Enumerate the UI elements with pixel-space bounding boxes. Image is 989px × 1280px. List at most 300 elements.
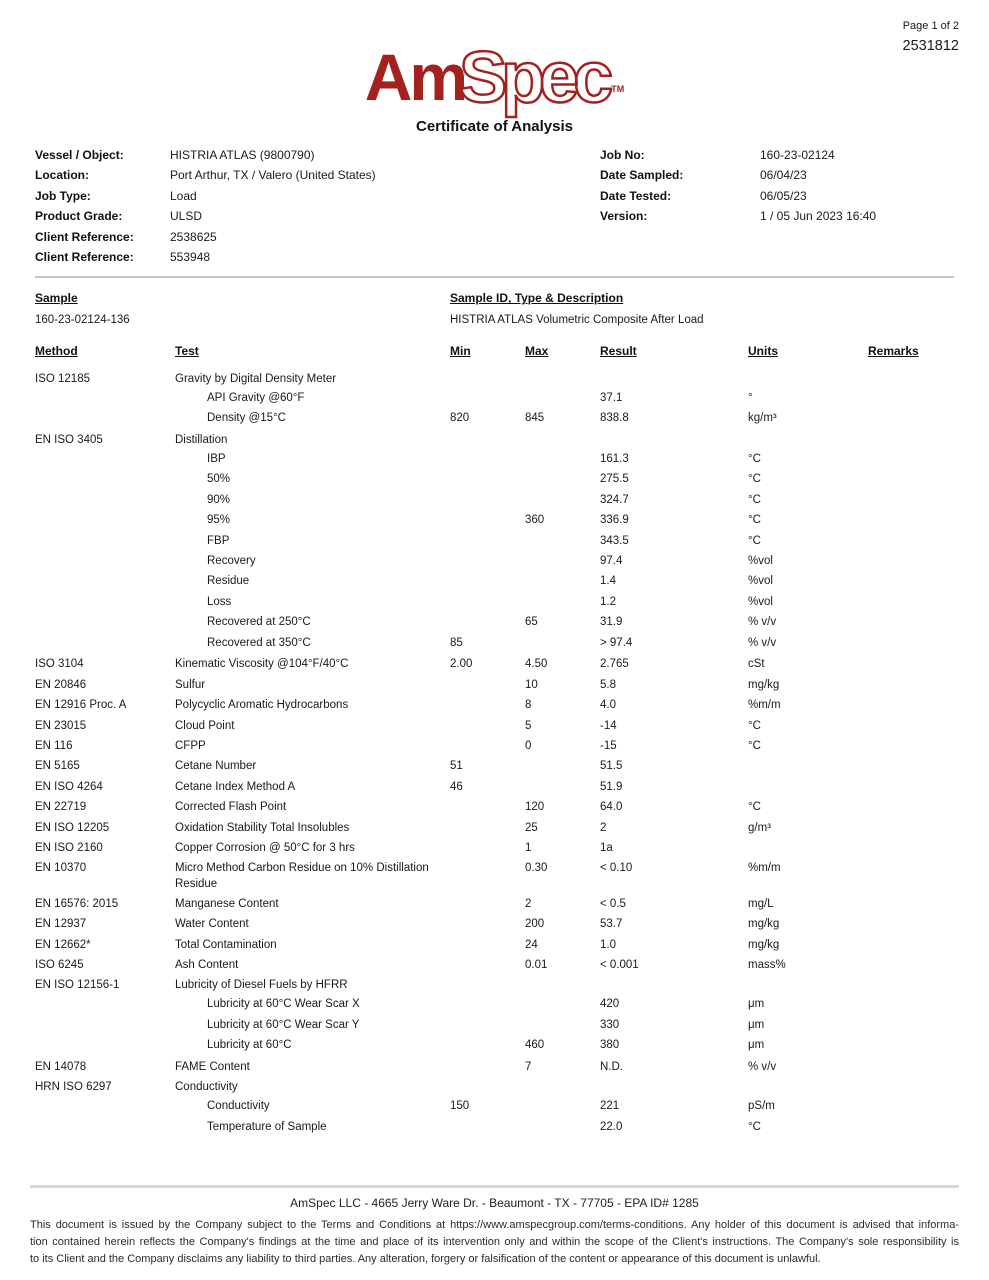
remarks-cell [868,430,955,432]
max-cell: 4.50 [525,658,548,671]
result-cell: 420 [600,998,620,1011]
report-number: 2531812 [902,38,959,54]
logo-am-text: Am [364,40,466,114]
remarks-cell [868,914,955,916]
max-cell: 24 [525,938,538,951]
remarks-cell [868,935,955,937]
min-cell [450,510,525,512]
max-cell: 65 [525,616,538,629]
info-label: Location: [35,168,89,183]
test-cell: Ash Content [175,958,239,971]
table-row [35,1117,955,1137]
results-table [35,344,955,1137]
info-label: Product Grade: [35,209,123,224]
remarks-cell [868,994,955,996]
info-label: Date Tested: [600,188,672,203]
units-cell: mg/kg [748,938,780,951]
result-cell: 1.4 [600,575,616,588]
method-cell [35,612,175,614]
units-cell: %m/m [748,862,781,875]
table-row [35,755,955,775]
min-cell [450,935,525,937]
test-cell: Gravity by Digital Density Meter [175,372,337,385]
remarks-cell [868,1117,955,1119]
test-cell: IBP [207,453,226,465]
page-info [903,20,959,54]
job-info-left-column [35,145,600,267]
method-cell: EN 16576: 2015 [35,897,119,910]
remarks-cell [868,388,955,390]
units-cell [748,369,868,371]
table-row [35,571,955,591]
units-cell: %vol [748,575,773,588]
remarks-cell [868,408,955,410]
min-cell [450,838,525,840]
units-cell: g/m³ [748,821,771,834]
max-cell: 845 [525,412,545,425]
max-cell: 2 [525,897,532,910]
method-cell: EN 5165 [35,760,80,773]
max-cell [525,1077,600,1079]
remarks-cell [868,955,955,957]
remarks-cell [868,777,955,779]
test-cell: Conductivity [207,1100,270,1113]
table-row [35,994,955,1014]
method-cell: ISO 3104 [35,658,84,671]
info-value: 06/05/23 [760,188,807,203]
table-row [35,933,955,953]
result-cell: 97.4 [600,554,623,567]
remarks-cell [868,469,955,471]
max-cell [525,551,600,553]
method-cell [35,592,175,594]
result-cell: < 0.001 [600,958,639,971]
method-cell: HRN ISO 6297 [35,1081,112,1094]
remarks-cell [868,1035,955,1037]
method-cell: EN 14078 [35,1060,87,1073]
test-cell: Corrected Flash Point [175,801,287,814]
max-cell [525,1015,600,1017]
units-cell: °C [748,473,761,486]
min-cell [450,797,525,799]
max-cell: 460 [525,1039,545,1052]
result-cell: 53.7 [600,918,623,931]
result-cell: 1a [600,841,613,854]
remarks-cell [868,510,955,512]
result-cell: 1.0 [600,938,616,951]
test-cell: Recovered at 350°C [207,636,311,649]
info-row [35,247,600,267]
table-row [35,673,955,693]
info-row [35,145,600,165]
header-max: Max [525,344,549,359]
method-cell [35,1035,175,1037]
method-cell: ISO 6245 [35,958,84,971]
test-cell: Copper Corrosion @ 50°C for 3 hrs [175,841,355,854]
max-cell [525,490,600,492]
job-info-right-column [600,145,954,267]
page-number-label: Page 1 of 2 [902,20,959,32]
remarks-cell [868,797,955,799]
result-cell: 838.8 [600,412,629,425]
remarks-cell [868,612,955,614]
table-row [35,816,955,836]
remarks-cell [868,695,955,697]
result-cell: 380 [600,1039,620,1052]
remarks-cell [868,654,955,656]
method-cell: EN ISO 4264 [35,780,103,793]
method-cell: EN 116 [35,739,73,752]
disclaimer-line: tion contained herein reflects the Company's findings at the time and place of its intervention only and within the scope of the Client's instructions. The Company's sole responsibility is [30,1236,959,1248]
min-cell: 51 [450,760,463,773]
info-label: Job No: [600,148,645,162]
test-cell: Density @15°C [207,412,286,425]
min-cell: 46 [450,780,463,793]
info-label: Vessel / Object: [35,148,124,162]
result-cell [600,975,748,977]
units-cell: °C [748,739,761,752]
test-cell: Lubricity at 60°C Wear Scar X [207,998,360,1011]
method-cell: EN 23015 [35,719,87,732]
min-cell [450,1015,525,1017]
units-cell: °C [748,719,761,732]
logo-spec-text: Spec [459,38,608,118]
result-cell: 275.5 [600,473,629,486]
section-divider [35,276,954,278]
table-row [35,510,955,530]
method-cell: EN ISO 12205 [35,821,110,834]
table-row [35,1076,955,1096]
result-cell: 161.3 [600,453,629,465]
info-row [35,186,600,206]
max-cell [525,994,600,996]
min-cell [450,612,525,614]
result-cell: 5.8 [600,678,616,691]
min-cell [450,469,525,471]
max-cell: 0.01 [525,958,548,971]
units-cell: kg/m³ [748,412,777,425]
legal-disclaimer [30,1217,959,1268]
test-cell: FAME Content [175,1060,250,1073]
max-cell: 0.30 [525,862,548,875]
result-cell: 324.7 [600,493,629,506]
method-cell: EN ISO 2160 [35,841,103,854]
min-cell: 150 [450,1100,470,1113]
units-cell: °C [748,493,761,506]
test-cell: 90% [207,493,231,506]
method-cell [35,531,175,533]
units-cell: °C [748,1120,761,1133]
table-row [35,449,955,469]
table-row [35,892,955,912]
header-min: Min [450,344,471,359]
max-cell [525,531,600,533]
info-value: 553948 [170,250,211,265]
test-cell: Temperature of Sample [207,1120,327,1133]
disclaimer-line: This document is issued by the Company subject to the Terms and Conditions at https://www.amspecgroup.com/terms-conditions. Any holder of this document is advised that informa- [30,1219,959,1231]
info-label: Client Reference: [35,229,134,244]
max-cell: 0 [525,739,532,752]
table-row [35,1096,955,1116]
table-row [35,592,955,612]
units-cell: °C [748,453,761,465]
method-cell: EN 12662* [35,938,91,951]
sample-header: Sample [35,291,78,306]
units-cell [748,777,868,779]
result-cell: 37.1 [600,391,623,404]
method-cell: EN 20846 [35,678,87,691]
info-row [35,206,600,226]
max-cell: 7 [525,1060,532,1073]
max-cell [525,369,600,371]
method-cell [35,388,175,390]
max-cell [525,592,600,594]
info-row [600,206,954,226]
method-cell [35,449,175,451]
units-cell [748,430,868,432]
header-result: Result [600,344,637,359]
info-row [600,165,954,185]
test-cell: Recovery [207,554,256,567]
min-cell [450,955,525,957]
info-value: Load [170,188,197,203]
method-cell [35,994,175,996]
table-row [35,974,955,994]
table-row [35,836,955,856]
table-row [35,1035,955,1055]
result-cell: < 0.10 [600,862,633,875]
test-cell: Lubricity of Diesel Fuels by HFRR [175,979,348,992]
info-value: Port Arthur, TX / Valero (United States) [170,168,376,183]
max-cell [525,756,600,758]
units-cell: % v/v [748,636,777,649]
result-cell: 51.9 [600,780,623,793]
units-cell: °C [748,534,761,547]
min-cell [450,716,525,718]
method-cell: EN 12916 Proc. A [35,699,127,712]
units-cell: °C [748,514,761,527]
units-cell: % v/v [748,1060,777,1073]
remarks-cell [868,675,955,677]
test-cell: Micro Method Carbon Residue on 10% Distillation Residue [175,862,429,891]
method-cell: EN 10370 [35,862,87,875]
company-address: AmSpec LLC - 4665 Jerry Ware Dr. - Beaumont - TX - 77705 - EPA ID# 1285 [290,1196,699,1210]
table-row [35,796,955,816]
max-cell: 8 [525,699,532,712]
table-row [35,953,955,973]
table-row [35,734,955,754]
method-cell [35,469,175,471]
min-cell [450,388,525,390]
max-cell [525,1096,600,1098]
remarks-cell [868,490,955,492]
test-cell: 95% [207,514,231,527]
min-cell: 820 [450,412,470,425]
remarks-cell [868,633,955,635]
min-cell [450,894,525,896]
test-cell: Cloud Point [175,719,235,732]
units-cell: °C [748,801,761,814]
trademark-symbol: TM [611,84,625,94]
header-test: Test [175,344,199,359]
table-row [35,714,955,734]
sample-description-column [450,291,704,326]
method-cell [35,1015,175,1017]
test-cell: Cetane Number [175,760,257,773]
units-cell: mg/kg [748,678,780,691]
units-cell: μm [748,998,765,1011]
test-cell: Cetane Index Method A [175,780,296,793]
min-cell [450,551,525,553]
test-cell: Lubricity at 60°C Wear Scar Y [207,1018,360,1031]
result-cell: 221 [600,1100,620,1113]
table-row [35,367,955,387]
test-cell: Residue [207,575,250,588]
method-cell [35,633,175,635]
test-cell: Distillation [175,434,228,447]
table-row [35,490,955,510]
result-cell [600,1077,748,1079]
remarks-cell [868,1077,955,1079]
info-value: ULSD [170,209,203,224]
min-cell [450,914,525,916]
max-cell: 200 [525,918,545,931]
remarks-cell [868,551,955,553]
sample-id: 160-23-02124-136 [35,314,130,327]
info-value: 2538625 [170,229,217,244]
remarks-cell [868,571,955,573]
min-cell [450,1077,525,1079]
method-cell [35,490,175,492]
min-cell [450,975,525,977]
min-cell [450,592,525,594]
info-label: Client Reference: [35,250,134,265]
remarks-cell [868,592,955,594]
test-cell: CFPP [175,739,206,752]
min-cell [450,430,525,432]
result-cell: -14 [600,719,617,732]
max-cell [525,449,600,451]
header-units: Units [748,344,778,359]
result-cell: 2.765 [600,658,629,671]
table-row [35,857,955,893]
info-label: Version: [600,209,648,224]
test-cell: Loss [207,595,232,608]
test-cell: Conductivity [175,1081,238,1094]
units-cell [748,1077,868,1079]
max-cell: 360 [525,514,545,527]
method-cell: EN 22719 [35,801,87,814]
info-label: Job Type: [35,188,91,203]
test-cell: Recovered at 250°C [207,616,311,629]
remarks-cell [868,1057,955,1059]
min-cell [450,695,525,697]
remarks-cell [868,736,955,738]
table-row [35,612,955,632]
test-cell: Kinematic Viscosity @104°F/40°C [175,658,349,671]
max-cell [525,777,600,779]
max-cell [525,388,600,390]
result-cell: 1.2 [600,595,616,608]
result-cell: 2 [600,821,607,834]
job-info-section [35,145,954,267]
info-row [35,227,600,247]
min-cell [450,490,525,492]
min-cell [450,449,525,451]
units-cell: μm [748,1018,765,1031]
method-cell: EN 12937 [35,918,87,931]
min-cell [450,1057,525,1059]
table-row [35,1055,955,1075]
test-cell: Sulfur [175,678,206,691]
units-cell [748,975,868,977]
sample-description: HISTRIA ATLAS Volumetric Composite After Load [450,314,704,327]
sample-description-header: Sample ID, Type & Description [450,291,624,306]
method-cell [35,510,175,512]
result-cell [600,430,748,432]
info-label: Date Sampled: [600,168,684,183]
table-row [35,469,955,489]
units-cell: %vol [748,554,773,567]
test-cell: FBP [207,534,230,547]
result-cell: -15 [600,739,617,752]
units-cell: mass% [748,958,786,971]
min-cell [450,531,525,533]
units-cell: ° [748,391,753,404]
units-cell: %vol [748,595,773,608]
document-title: Certificate of Analysis [416,118,573,135]
footer-divider [30,1185,959,1188]
units-cell: %m/m [748,699,781,712]
disclaimer-line: to its Client and the Company disclaims any liability to third parties. Any alteration, forgery or falsification of the content or appearance of this document is unlawful. [30,1253,821,1265]
info-row [600,186,954,206]
test-cell: 50% [207,473,231,486]
units-cell: pS/m [748,1100,775,1113]
method-cell [35,1096,175,1098]
remarks-cell [868,858,955,860]
remarks-cell [868,838,955,840]
remarks-cell [868,716,955,718]
info-value: HISTRIA ATLAS (9800790) [170,148,315,162]
result-cell: 343.5 [600,534,629,547]
units-cell: mg/L [748,897,774,910]
table-row [35,388,955,408]
remarks-cell [868,1096,955,1098]
min-cell [450,994,525,996]
test-cell: Manganese Content [175,897,279,910]
result-cell: N.D. [600,1060,623,1073]
header-method: Method [35,344,78,359]
test-cell: Polycyclic Aromatic Hydrocarbons [175,699,349,712]
info-row [35,165,600,185]
amspec-logo [0,28,989,118]
result-cell: 51.5 [600,760,623,773]
info-value: 1 / 05 Jun 2023 16:40 [760,209,877,224]
table-row [35,1015,955,1035]
min-cell: 2.00 [450,658,473,671]
method-cell: ISO 12185 [35,372,90,385]
results-table-body [35,367,955,1137]
table-row [35,633,955,653]
remarks-cell [868,531,955,533]
test-cell: Oxidation Stability Total Insolubles [175,821,350,834]
remarks-cell [868,449,955,451]
table-row [35,531,955,551]
max-cell [525,633,600,635]
table-row [35,694,955,714]
table-row [35,551,955,571]
max-cell: 1 [525,841,532,854]
